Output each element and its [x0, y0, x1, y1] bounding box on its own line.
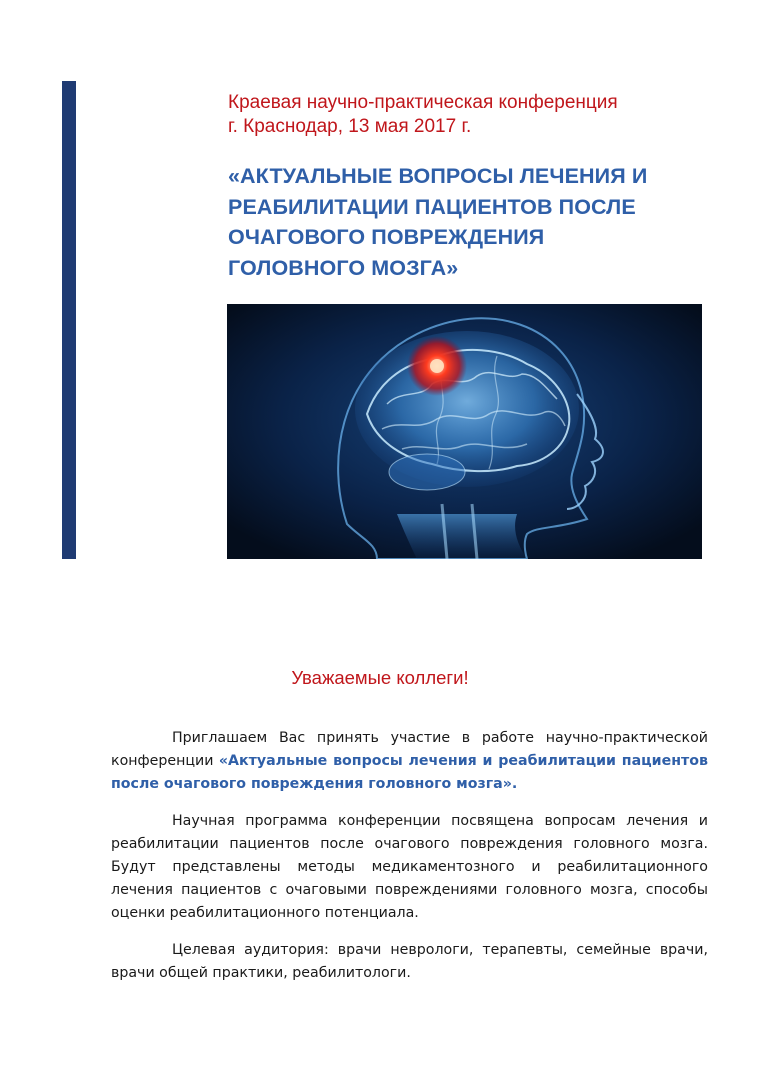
- decorative-side-bar: [62, 81, 76, 559]
- title-line: ОЧАГОВОГО ПОВРЕЖДЕНИЯ: [228, 225, 545, 249]
- header: [228, 91, 708, 283]
- title-line: РЕАБИЛИТАЦИИ ПАЦИЕНТОВ ПОСЛЕ: [228, 194, 636, 219]
- paragraph-audience: Целевая аудитория: врачи неврологи, терапевты, семейные врачи, врачи общей практики, реабилитологи.: [111, 942, 708, 981]
- paragraph-invitation: [111, 727, 708, 796]
- brain-illustration: [227, 304, 702, 559]
- invitation-intro: Приглашаем Вас принять участие в работе научно-практической конференции: [111, 730, 708, 769]
- brain-scan-image: [227, 304, 702, 559]
- title-line: «АКТУАЛЬНЫЕ ВОПРОСЫ ЛЕЧЕНИЯ И: [228, 164, 648, 188]
- conference-title: [228, 161, 708, 283]
- conference-place-date: г. Краснодар, 13 мая 2017 г.: [228, 116, 472, 137]
- invitation-text: [111, 727, 708, 999]
- conference-type: Краевая научно-практическая конференция: [228, 92, 618, 113]
- title-line: ГОЛОВНОГО МОЗГА»: [228, 255, 459, 280]
- conference-title-inline: «Актуальные вопросы лечения и реабилитации пациентов после очагового повреждения головного мозга».: [111, 753, 708, 792]
- paragraph-program: Научная программа конференции посвящена вопросам лечения и реабилитации пациентов после очагового повреждения головного мозга. Будут представлены методы медикаментозного и реабилитационного лечения пациентов с очаговыми повреждениями головного мозга, способы оценки реабилитационного потенциала.: [111, 813, 708, 921]
- greeting: Уважаемые коллеги!: [291, 667, 469, 688]
